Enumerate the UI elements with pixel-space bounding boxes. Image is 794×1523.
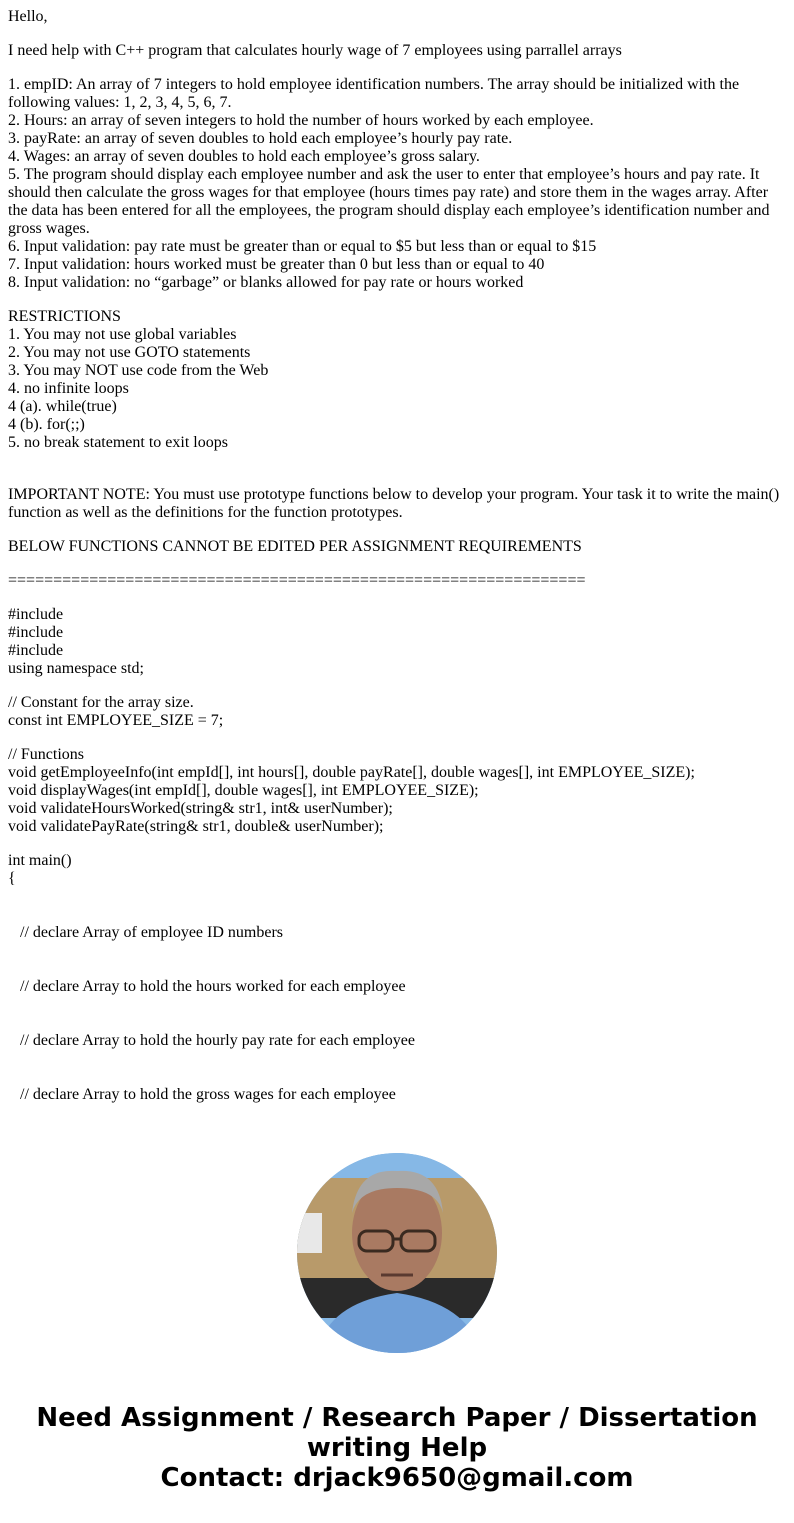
code-line: const int EMPLOYEE_SIZE = 7; [8,712,224,729]
requirement-item: 2. Hours: an array of seven integers to hold the number of hours worked by each employee. [8,112,594,129]
footer-line: writing Help [306,1433,488,1463]
requirement-item: 5. The program should display each employee number and ask the user to enter that employee’s hours and pay rate. It should then calculate the gross wages for that employee (hours times pay rate) and store them in the wages array. After the data has been entered for all the employees, the program should display each employee’s identification number and gross wages. [8,166,770,237]
restriction-item: 3. You may NOT use code from the Web [8,362,269,379]
restriction-item: 2. You may not use GOTO statements [8,344,251,361]
restrictions-title: RESTRICTIONS [8,308,121,325]
restriction-item: 5. no break statement to exit loops [8,434,228,451]
code-line: #include [8,606,64,623]
code-comment: // declare Array of employee ID numbers [20,924,284,941]
code-main [8,852,786,888]
separator: ================================================================ [8,572,586,589]
code-line: int main() [8,852,72,869]
requirement-item: 4. Wages: an array of seven doubles to hold each employee’s gross salary. [8,148,480,165]
requirement-item: 7. Input validation: hours worked must be greater than 0 but less than or equal to 40 [8,256,545,273]
code-line: void getEmployeeInfo(int empId[], int hours[], double payRate[], double wages[], int EMPLOYEE_SIZE); [8,764,695,781]
code-line: { [8,870,16,887]
footer-contact: Contact: drjack9650@gmail.com [160,1463,634,1493]
intro: I need help with C++ program that calculates hourly wage of 7 employees using parrallel arrays [8,42,622,59]
footer-ad [0,1403,794,1493]
code-line: void displayWages(int empId[], double wages[], int EMPLOYEE_SIZE); [8,782,479,799]
restriction-item: 4 (b). for(;;) [8,416,85,433]
below-note: BELOW FUNCTIONS CANNOT BE EDITED PER ASSIGNMENT REQUIREMENTS [8,538,582,555]
requirement-item: 6. Input validation: pay rate must be greater than or equal to $5 but less than or equal to $15 [8,238,597,255]
requirement-item: 3. payRate: an array of seven doubles to hold each employee’s hourly pay rate. [8,130,513,147]
code-comment: // declare Array to hold the hourly pay rate for each employee [20,1032,415,1049]
code-line: #include [8,642,64,659]
code-includes [8,606,786,678]
code-constant [8,694,786,730]
important-note: IMPORTANT NOTE: You must use prototype functions below to develop your program. Your task it to write the main() function as well as the definitions for the function prototypes. [8,486,780,521]
restriction-item: 1. You may not use global variables [8,326,237,343]
requirement-item: 8. Input validation: no “garbage” or blanks allowed for pay rate or hours worked [8,274,524,291]
restrictions [8,308,786,452]
restriction-item: 4 (a). while(true) [8,398,117,415]
code-comment: // declare Array to hold the hours worked for each employee [20,978,406,995]
restriction-item: 4. no infinite loops [8,380,129,397]
code-line: void validatePayRate(string& str1, double& userNumber); [8,818,384,835]
code-line: using namespace std; [8,660,144,677]
code-line: // Constant for the array size. [8,694,194,711]
greeting: Hello, [8,8,48,25]
requirement-item: 1. empID: An array of 7 integers to hold employee identification numbers. The array should be initialized with the following values: 1, 2, 3, 4, 5, 6, 7. [8,76,740,111]
requirements-list [8,76,786,292]
code-functions [8,746,786,836]
code-line: #include [8,624,64,641]
code-comment: // declare Array to hold the gross wages for each employee [20,1086,396,1103]
code-line: void validateHoursWorked(string& str1, int& userNumber); [8,800,393,817]
profile-photo [297,1153,497,1353]
code-line: // Functions [8,746,85,763]
footer-line: Need Assignment / Research Paper / Dissertation [36,1403,758,1433]
